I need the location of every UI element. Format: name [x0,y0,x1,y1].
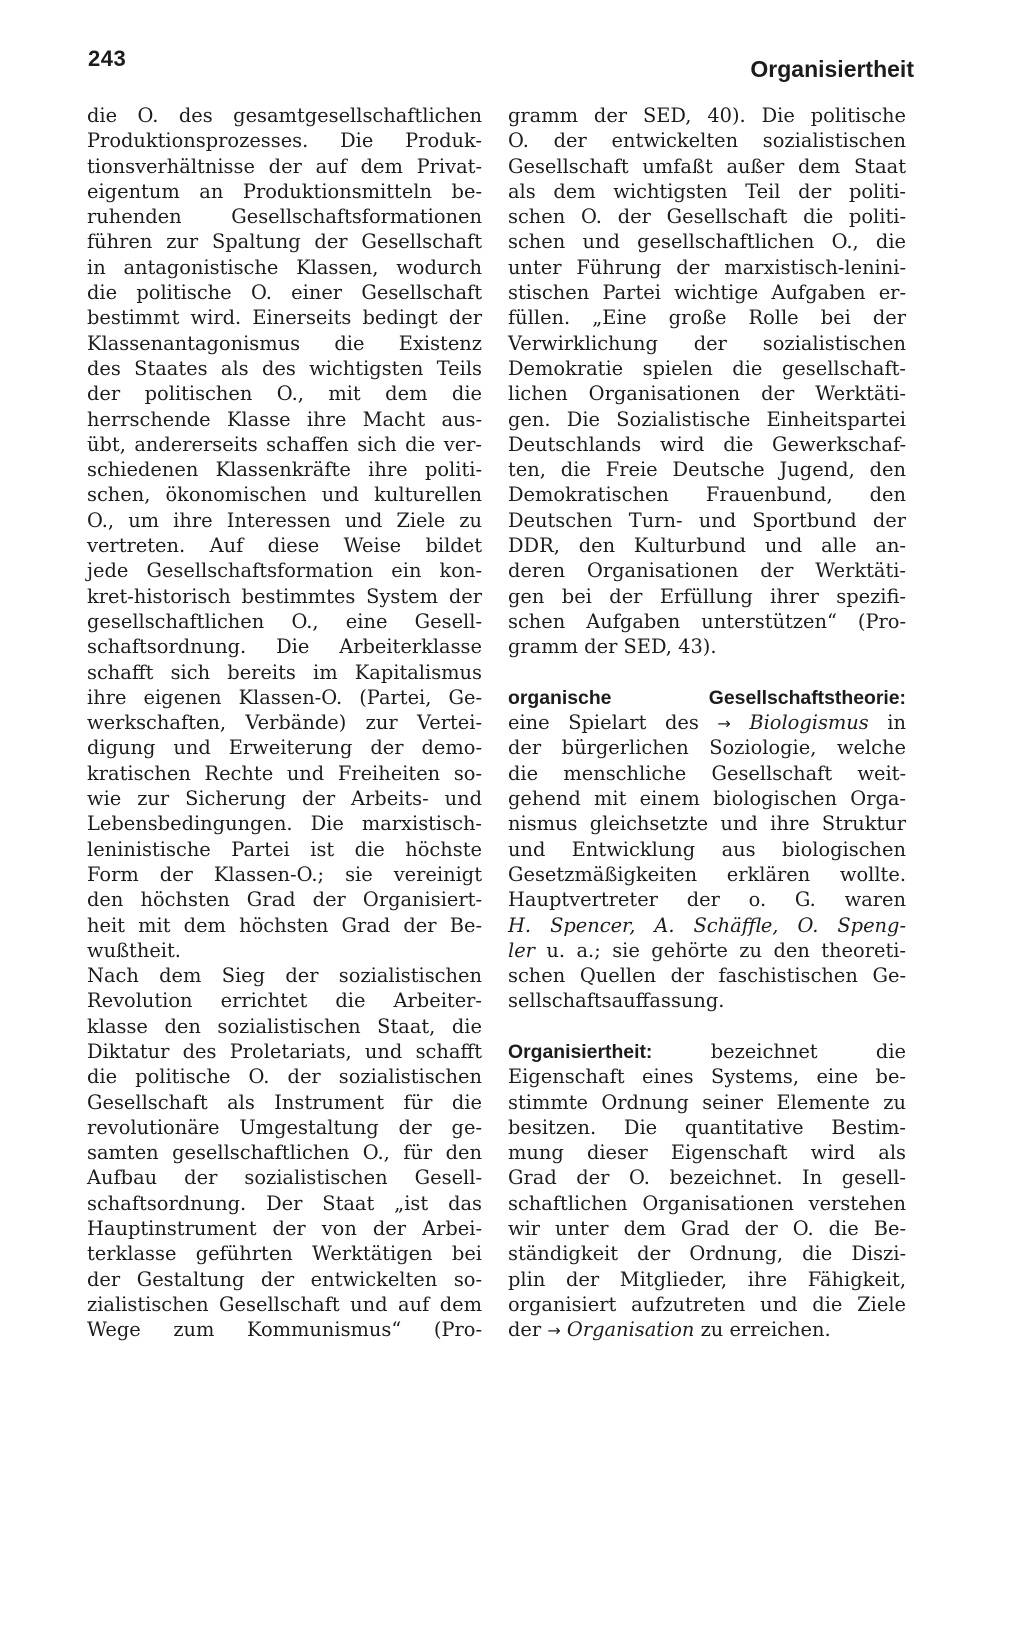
text-line: Nach dem Sieg der sozialistischen [87,964,482,988]
text-line: des Staates als des wichtigsten Teils [87,356,482,380]
entry-body-tail [508,963,906,1014]
text-line [508,1039,906,1064]
headword-line [508,685,906,710]
page-number: 243 [88,46,127,71]
text-line: Revolution errichtet die Arbeiter- [87,989,482,1013]
text-line: herrschende Klasse ihre Macht aus- [87,407,482,431]
text-line: revolutionäre Umgestaltung der ge- [87,1115,482,1139]
text-line: eigentum an Produktionsmitteln be- [87,179,482,203]
text-line: ruhenden Gesellschaftsformationen [87,205,482,229]
text-line: gen. Die Sozialistische Einheitspartei [508,407,906,431]
text-line: schen und gesellschaftlichen O., die [508,230,906,254]
text-line: Eigenschaft eines Systems, eine be- [508,1065,906,1089]
text-line: schen Quellen der faschistischen Ge- [508,964,906,988]
right-column [508,103,906,1343]
cross-reference-biologismus[interactable]: Biologismus [749,711,869,735]
text-line: Grad der O. bezeichnet. In gesell- [508,1166,906,1190]
entry-gap [508,1014,906,1039]
text-line: füllen. „Eine große Rolle bei der [508,306,906,330]
text-line: wie zur Sicherung der Arbeits- und [87,787,482,811]
text-line: nismus gleichsetzte und ihre Struktur [508,812,906,836]
text-line: als dem wichtigsten Teil der politi- [508,179,906,203]
text-line: terklasse geführten Werktätigen bei [87,1242,482,1266]
text-line: die politische O. der sozialistischen [87,1065,482,1089]
text-line: ten, die Freie Deutsche Jugend, den [508,458,906,482]
text-line: DDR, den Kulturbund und alle an- [508,534,906,558]
text-line [508,710,906,735]
text-line: die O. des gesamtgesellschaftlichen [87,104,482,127]
text-line: klasse den sozialistischen Staat, die [87,1014,482,1038]
text-line [508,938,906,963]
text-line: samten gesellschaftlichen O., für den [87,1141,482,1165]
text-line: führen zur Spaltung der Gesellschaft [87,230,482,254]
headword: Organisiertheit: [508,1040,653,1063]
text-fragment: eine Spielart des [508,711,699,735]
text-line [508,1317,906,1342]
text-line: Hauptvertreter der o. G. waren [508,888,906,912]
text-line: der Gestaltung der entwickelten so- [87,1267,482,1291]
text-fragment: bezeichnet die [710,1039,906,1063]
text-line: Gesellschaft als Instrument für die [87,1090,482,1114]
text-line: digung und Erweiterung der demo- [87,736,482,760]
headword: organische Gesellschaftstheorie: [508,686,906,709]
entry-body [508,1064,906,1317]
text-line: Demokratischen Frauenbund, den [508,483,906,507]
entry-organisiertheit [508,1039,906,1343]
text-line: Wege zum Kommunismus“ (Pro- [87,1318,482,1342]
cross-reference-arrow-icon: → [547,1321,561,1341]
text-line: unter Führung der marxistisch-lenini- [508,255,906,279]
text-line: Demokratie spielen die gesellschaft- [508,356,906,380]
cross-reference-arrow-icon: → [717,714,731,734]
text-line: zialistischen Gesellschaft und auf dem [87,1292,482,1316]
text-fragment: u. a.; sie gehörte zu den theoreti- [546,938,906,962]
text-line: übt, andererseits schaffen sich die ver- [87,432,482,456]
text-line [508,913,906,938]
text-line: gramm der SED, 40). Die politische [508,104,906,127]
text-line: tionsverhältnisse der auf dem Privat- [87,154,482,178]
text-line: plin der Mitglieder, ihre Fähigkeit, [508,1267,906,1291]
text-line: mung dieser Eigenschaft wird als [508,1141,906,1165]
text-fragment: zu erreichen. [700,1318,831,1342]
text-line: leninistische Partei ist die höchste [87,837,482,861]
text-line: Produktionsprozesses. Die Produk- [87,129,482,153]
text-line: stischen Partei wichtige Aufgaben er- [508,281,906,305]
text-line: Verwirklichung der sozialistischen [508,331,906,355]
text-line: wußtheit. [87,938,181,962]
text-line: ihre eigenen Klassen-O. (Partei, Ge- [87,685,482,709]
text-fragment: der [508,1318,542,1342]
text-line: wir unter dem Grad der O. die Be- [508,1217,906,1241]
text-line: deren Organisationen der Werktäti- [508,559,906,583]
text-line: O., um ihre Interessen und Ziele zu [87,508,482,532]
continuation-text [508,103,906,660]
left-column [87,103,482,1343]
text-line: stimmte Ordnung seiner Elemente zu [508,1090,906,1114]
text-fragment: in [887,711,906,735]
text-line: jede Gesellschaftsformation ein kon- [87,559,482,583]
text-line: und Entwicklung aus biologischen [508,837,906,861]
text-line: den höchsten Grad der Organisiert- [87,888,482,912]
text-line: besitzen. Die quantitative Bestim- [508,1115,906,1139]
text-line: Gesellschaft umfaßt außer dem Staat [508,154,906,178]
text-line: schaftsordnung. Die Arbeiterklasse [87,635,482,659]
text-line: lichen Organisationen der Werktäti- [508,382,906,406]
text-line: Lebensbedingungen. Die marxistisch- [87,812,482,836]
text-line: gen bei der Erfüllung ihrer spezifi- [508,584,906,608]
text-line: der politischen O., mit dem die [87,382,482,406]
entry-organische-gesellschaftstheorie [508,685,906,1014]
text-line: Klassenantagonismus die Existenz [87,331,482,355]
text-line: ständigkeit der Ordnung, die Diszi- [508,1242,906,1266]
text-line: Gesetzmäßigkeiten erklären wollte. [508,862,906,886]
text-line: kratischen Rechte und Freiheiten so- [87,761,482,785]
text-line: schen Aufgaben unterstützen“ (Pro- [508,609,906,633]
text-line: in antagonistische Klassen, wodurch [87,255,482,279]
entry-gap [508,660,906,685]
text-line: schaftsordnung. Der Staat „ist das [87,1191,482,1215]
text-line: gehend mit einem biologischen Orga- [508,787,906,811]
author-name-end: ler [508,938,535,962]
entry-body [508,735,906,912]
author-names: H. Spencer, A. Schäffle, O. Speng- [508,913,906,937]
text-line: kret-historisch bestimmtes System der [87,584,482,608]
text-line: schen O. der Gesellschaft die politi- [508,205,906,229]
text-line: vertreten. Auf diese Weise bildet [87,534,482,558]
text-line: Hauptinstrument der von der Arbei- [87,1217,482,1241]
text-line: schafft sich bereits im Kapitalismus [87,660,482,684]
text-line: gesellschaftlichen O., eine Gesell- [87,609,482,633]
text-line: O. der entwickelten sozialistischen [508,129,906,153]
text-line: schen, ökonomischen und kulturellen [87,483,482,507]
text-line: Deutschen Turn- und Sportbund der [508,508,906,532]
text-line: die politische O. einer Gesellschaft [87,281,482,305]
text-line: gramm der SED, 43). [508,635,717,659]
text-line: bestimmt wird. Einerseits bedingt der [87,306,482,330]
text-line: schiedenen Klassenkräfte ihre politi- [87,458,482,482]
text-line: werkschaften, Verbände) zur Vertei- [87,711,482,735]
text-line: organisiert aufzutreten und die Ziele [508,1292,906,1316]
text-line: der bürgerlichen Soziologie, welche [508,736,906,760]
text-line: Diktatur des Proletariats, und schafft [87,1039,482,1063]
text-line: die menschliche Gesellschaft weit- [508,761,906,785]
text-line: Deutschlands wird die Gewerkschaf- [508,432,906,456]
text-line: schaftlichen Organisationen verstehen [508,1191,906,1215]
running-head: Organisiertheit [750,56,914,82]
text-line: Aufbau der sozialistischen Gesell- [87,1166,482,1190]
text-line: heit mit dem höchsten Grad der Be- [87,913,482,937]
text-line: sellschaftsauffassung. [508,989,725,1013]
text-line: Form der Klassen-O.; sie vereinigt [87,862,482,886]
cross-reference-organisation[interactable]: Organisation [566,1318,695,1342]
